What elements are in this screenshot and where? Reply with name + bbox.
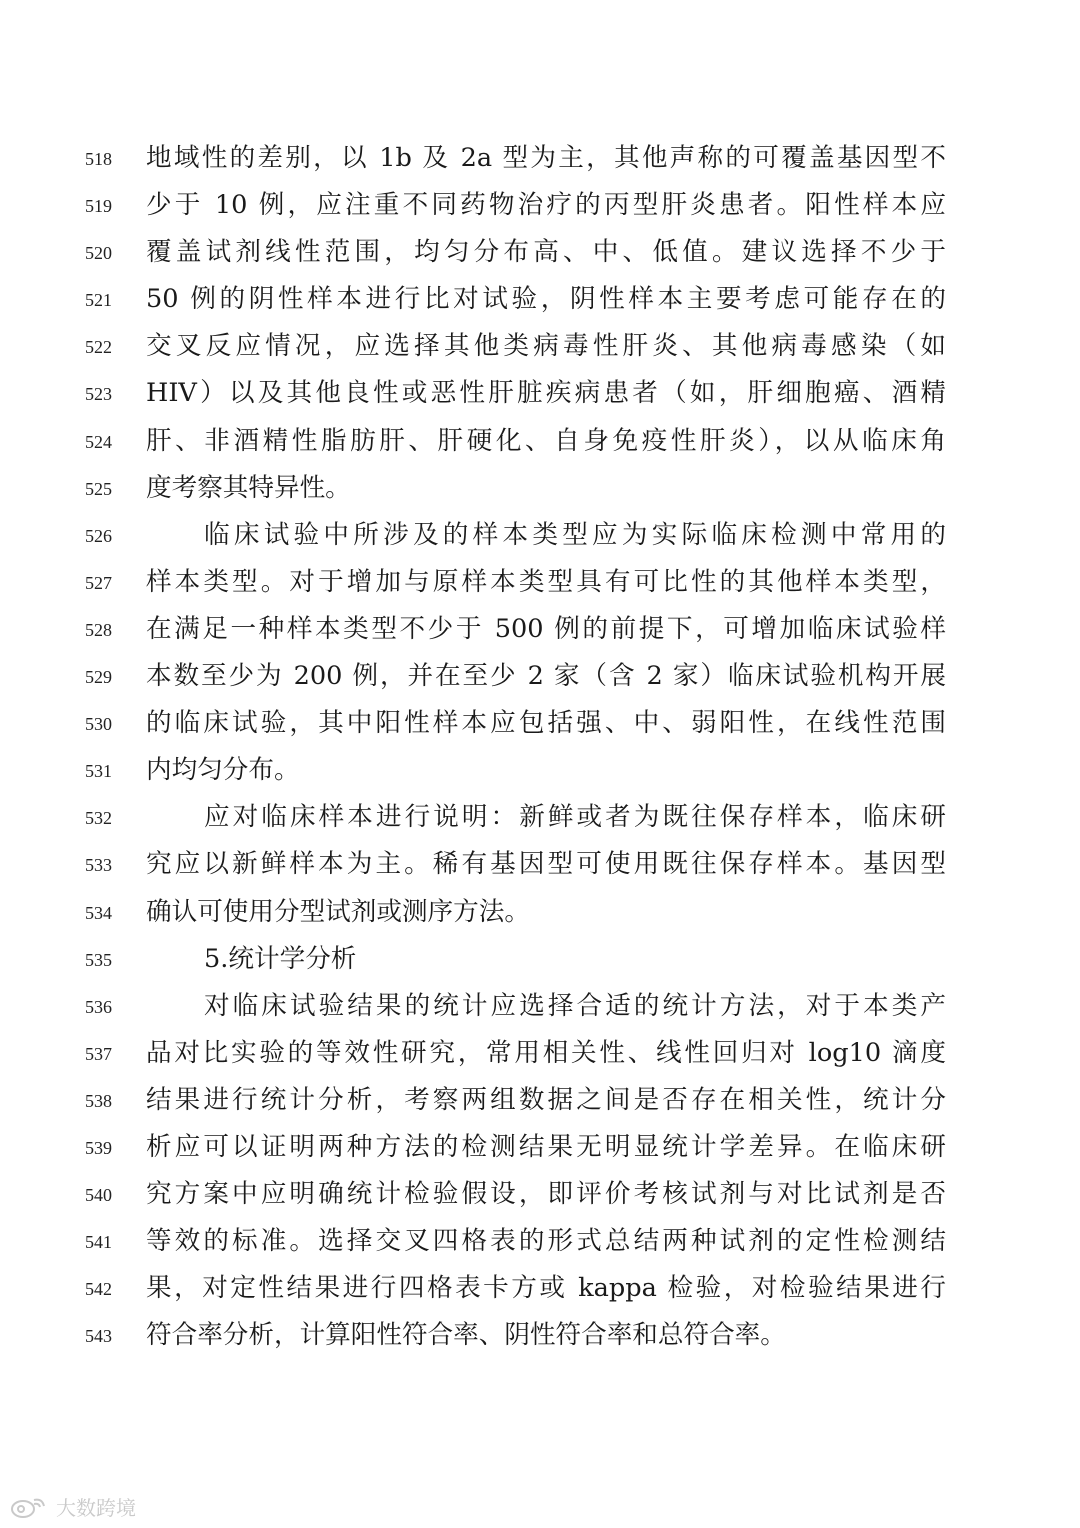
- line-text: 确认可使用分型试剂或测序方法。: [146, 896, 530, 927]
- line-number: 532: [85, 808, 112, 829]
- line-text: 本数至少为 200 例，并在至少 2 家（含 2 家）临床试验机构开展: [146, 661, 946, 692]
- line-number: 529: [85, 667, 112, 688]
- document-line: [0, 986, 1080, 1033]
- document-line: [0, 326, 1080, 373]
- line-number: 522: [85, 337, 112, 358]
- line-number: 539: [85, 1137, 112, 1158]
- document-body: [0, 138, 1080, 1362]
- line-text: 度考察其特异性。: [146, 472, 351, 503]
- watermark: [10, 1492, 136, 1521]
- line-number: 530: [85, 714, 112, 735]
- watermark-text: 大数跨境: [56, 1496, 136, 1520]
- document-line: [0, 703, 1080, 750]
- line-text: 内均匀分布。: [146, 755, 300, 786]
- line-text: 少于 10 例，应注重不同药物治疗的丙型肝炎患者。阳性样本应: [146, 190, 946, 221]
- line-text: 果，对定性结果进行四格表卡方或 kappa 检验，对检验结果进行: [146, 1273, 946, 1304]
- line-number: 519: [85, 196, 112, 217]
- line-number: 535: [85, 949, 112, 970]
- document-line: [0, 750, 1080, 797]
- line-number: 540: [85, 1185, 112, 1206]
- line-number: 543: [85, 1326, 112, 1347]
- line-number: 523: [85, 384, 112, 405]
- line-number: 527: [85, 572, 112, 593]
- line-number: 518: [85, 149, 112, 169]
- line-text: 样本类型。对于增加与原样本类型具有可比性的其他样本类型，: [146, 566, 946, 597]
- line-number: 541: [85, 1232, 112, 1253]
- document-line: [0, 373, 1080, 420]
- document-line: [0, 185, 1080, 232]
- line-text: 在满足一种样本类型不少于 500 例的前提下，可增加临床试验样: [146, 613, 946, 644]
- document-line: [0, 1315, 1080, 1362]
- document-line: [0, 515, 1080, 562]
- line-text: 析应可以证明两种方法的检测结果无明显统计学差异。在临床研: [146, 1131, 946, 1162]
- line-text: 对临床试验结果的统计应选择合适的统计方法，对于本类产: [204, 990, 946, 1021]
- document-line: [0, 468, 1080, 515]
- document-line: [0, 279, 1080, 326]
- document-line: [0, 562, 1080, 609]
- line-number: 538: [85, 1090, 112, 1111]
- line-text: 覆盖试剂线性范围，均匀分布高、中、低值。建议选择不少于: [146, 237, 946, 268]
- line-text: 5.统计学分析: [204, 943, 357, 974]
- line-number: 521: [85, 290, 112, 311]
- line-text: 符合率分析，计算阳性符合率、阴性符合率和总符合率。: [146, 1320, 786, 1351]
- line-text: 应对临床样本进行说明：新鲜或者为既往保存样本，临床研: [204, 802, 946, 833]
- document-line: [0, 1268, 1080, 1315]
- line-text: 的临床试验，其中阳性样本应包括强、中、弱阳性，在线性范围: [146, 708, 946, 739]
- document-line: [0, 1080, 1080, 1127]
- watermark-logo-icon: [10, 1494, 50, 1520]
- document-line: [0, 421, 1080, 468]
- line-number: 536: [85, 996, 112, 1017]
- document-line: [0, 844, 1080, 891]
- line-text: 究应以新鲜样本为主。稀有基因型可使用既往保存样本。基因型: [146, 849, 946, 880]
- document-line: [0, 1127, 1080, 1174]
- line-number: 533: [85, 855, 112, 876]
- line-number: 524: [85, 431, 112, 452]
- document-line: [0, 939, 1080, 986]
- line-number: 542: [85, 1279, 112, 1300]
- document-line: [0, 1174, 1080, 1221]
- line-number: 520: [85, 243, 112, 264]
- line-text: 品对比实验的等效性研究，常用相关性、线性回归对 log10 滴度: [146, 1037, 946, 1068]
- document-line: [0, 609, 1080, 656]
- line-text: 究方案中应明确统计检验假设，即评价考核试剂与对比试剂是否: [146, 1179, 946, 1210]
- line-text: 地域性的差别，以 1b 及 2a 型为主，其他声称的可覆盖基因型不: [146, 143, 946, 173]
- line-number: 531: [85, 761, 112, 782]
- document-line: [0, 797, 1080, 844]
- document-line: [0, 656, 1080, 703]
- line-text: 等效的标准。选择交叉四格表的形式总结两种试剂的定性检测结: [146, 1226, 946, 1257]
- line-text: 结果进行统计分析，考察两组数据之间是否存在相关性，统计分: [146, 1084, 946, 1115]
- line-text: 肝、非酒精性脂肪肝、肝硬化、自身免疫性肝炎），以从临床角: [146, 425, 946, 456]
- line-number: 534: [85, 902, 112, 923]
- line-text: 交叉反应情况，应选择其他类病毒性肝炎、其他病毒感染（如: [146, 331, 946, 362]
- document-line: [0, 232, 1080, 279]
- document-line: [0, 892, 1080, 939]
- line-text: 50 例的阴性样本进行比对试验，阴性样本主要考虑可能存在的: [146, 284, 946, 315]
- line-number: 537: [85, 1043, 112, 1064]
- line-text: 临床试验中所涉及的样本类型应为实际临床检测中常用的: [204, 519, 946, 550]
- line-number: 528: [85, 619, 112, 640]
- line-text: HIV）以及其他良性或恶性肝脏疾病患者（如，肝细胞癌、酒精: [146, 378, 946, 409]
- line-number: 525: [85, 478, 112, 499]
- line-number: 526: [85, 525, 112, 546]
- document-line: [0, 1033, 1080, 1080]
- document-line: [0, 1221, 1080, 1268]
- document-line: [0, 138, 1080, 185]
